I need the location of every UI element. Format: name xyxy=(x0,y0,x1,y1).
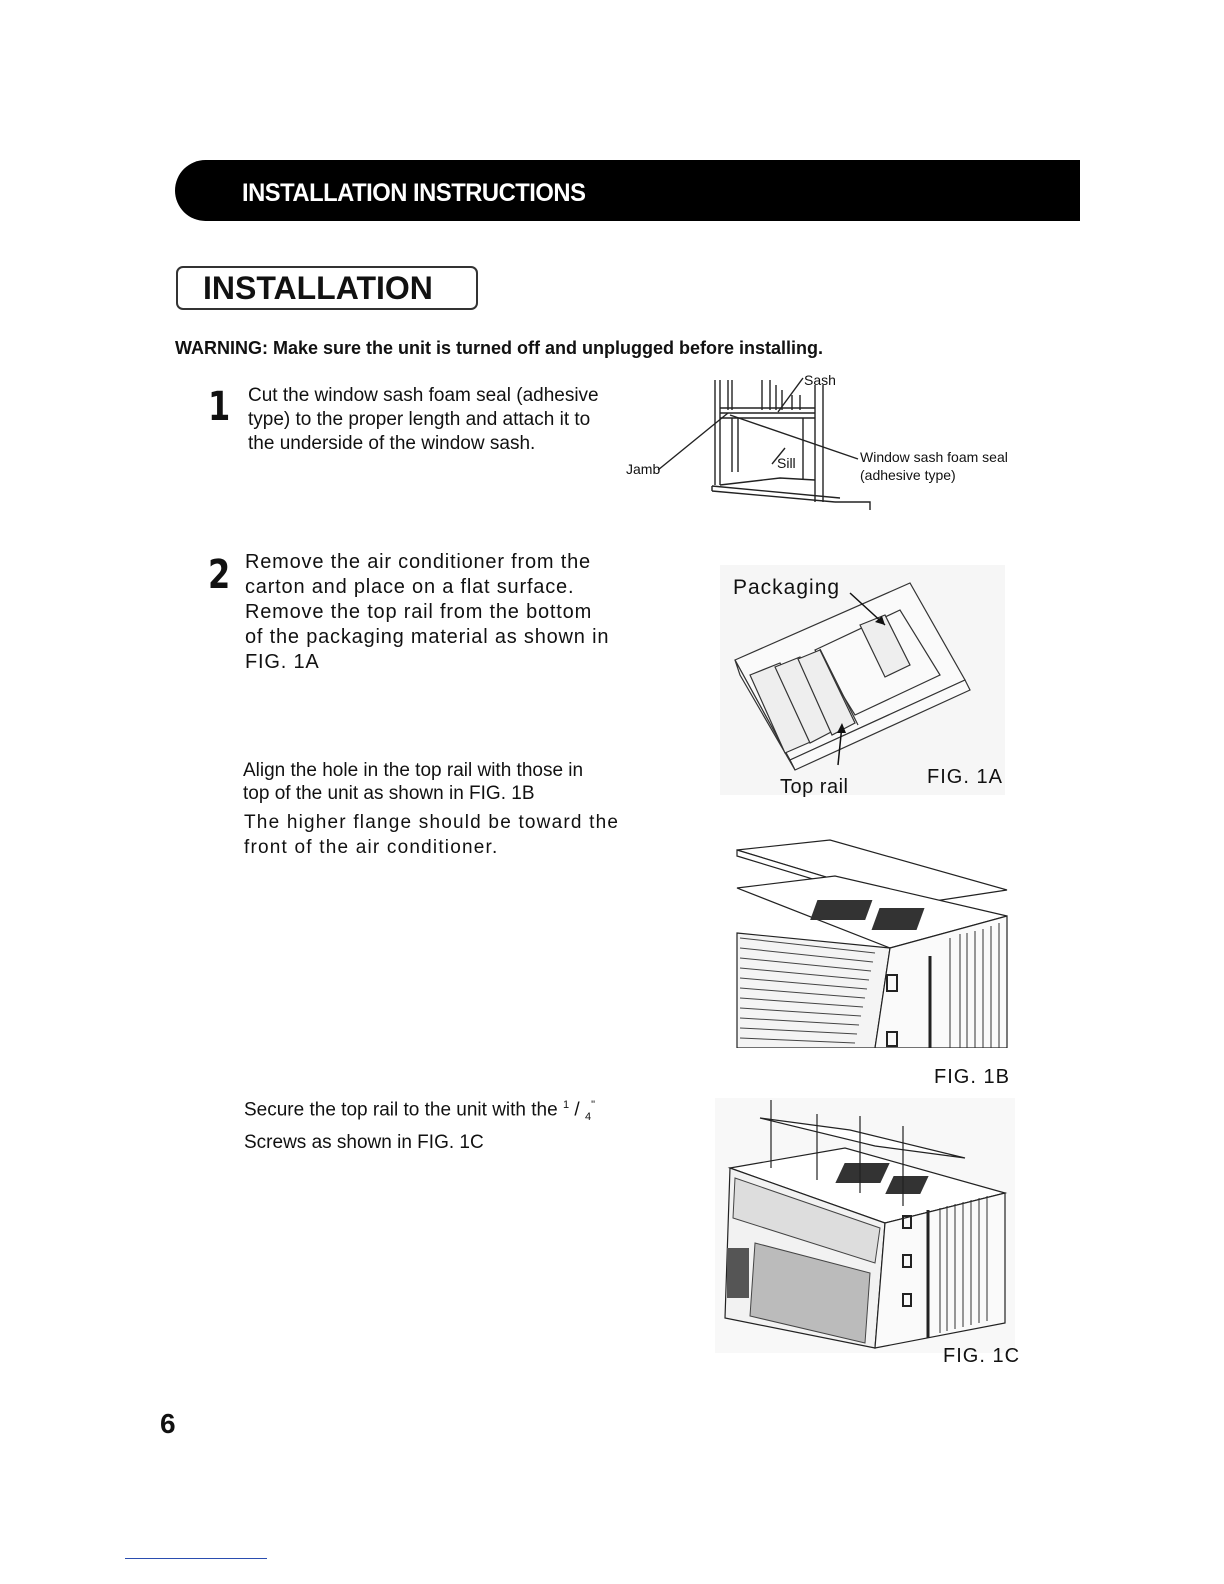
inch-mark: " xyxy=(591,1099,595,1111)
warning-text: WARNING: Make sure the unit is turned off and unplugged before installing. xyxy=(175,338,824,358)
step-2-line: FIG. 1A xyxy=(245,651,320,673)
top-rail-label: Top rail xyxy=(780,776,849,798)
page-number: 6 xyxy=(160,1408,176,1439)
secure-text xyxy=(244,1093,595,1155)
fig-1b-caption: FIG. 1B xyxy=(934,1066,1010,1088)
flange-line: front of the air conditioner. xyxy=(244,837,499,858)
jamb-label: Jamb xyxy=(626,461,661,477)
sill-label: Sill xyxy=(777,455,796,471)
step-1-line: Cut the window sash foam seal (adhesive xyxy=(248,385,599,406)
step-2-line: Remove the air conditioner from the xyxy=(245,551,591,573)
flange-line: The higher flange should be toward the xyxy=(244,812,620,833)
step-2-number: 2 xyxy=(208,552,231,598)
packaging-label: Packaging xyxy=(733,576,841,599)
header-title: INSTALLATION INSTRUCTIONS xyxy=(242,179,586,207)
flange-text xyxy=(244,810,619,860)
secure-line-1 xyxy=(244,1093,595,1130)
fig-1c-caption: FIG. 1C xyxy=(943,1345,1021,1367)
fraction-denominator: 4 xyxy=(584,1111,592,1124)
window-sash-diagram xyxy=(620,370,1030,520)
align-line: top of the unit as shown in FIG. 1B xyxy=(243,783,535,804)
step-2-line: Remove the top rail from the bottom xyxy=(245,601,593,623)
step-2-line: carton and place on a flat surface. xyxy=(245,576,575,598)
secure-line-2: Screws as shown in FIG. 1C xyxy=(244,1132,484,1154)
fig-1c-unit-illustration xyxy=(715,1098,1015,1353)
step-2-text xyxy=(245,550,609,675)
section-title: INSTALLATION xyxy=(203,270,433,306)
footer-rule xyxy=(125,1558,267,1559)
secure-line-1-text: Secure the top rail to the unit with the xyxy=(244,1099,558,1121)
step-2-line: of the packaging material as shown in xyxy=(245,626,610,648)
sash-label: Sash xyxy=(804,372,836,388)
step-1-text xyxy=(248,384,599,456)
seal-label-line1: Window sash foam seal xyxy=(860,449,1008,465)
step-1-line: type) to the proper length and attach it to xyxy=(248,409,591,430)
step-1-number: 1 xyxy=(208,384,231,430)
fraction-numerator: 1 xyxy=(562,1099,570,1111)
step-1-line: the underside of the window sash. xyxy=(248,433,536,454)
align-text xyxy=(243,759,583,805)
fig-1a-caption: FIG. 1A xyxy=(927,766,1003,788)
seal-label-line2: (adhesive type) xyxy=(860,467,956,483)
align-line: Align the hole in the top rail with those in xyxy=(243,760,584,781)
fraction-slash: / xyxy=(574,1099,580,1121)
fig-1b-unit-illustration xyxy=(735,838,1010,1048)
